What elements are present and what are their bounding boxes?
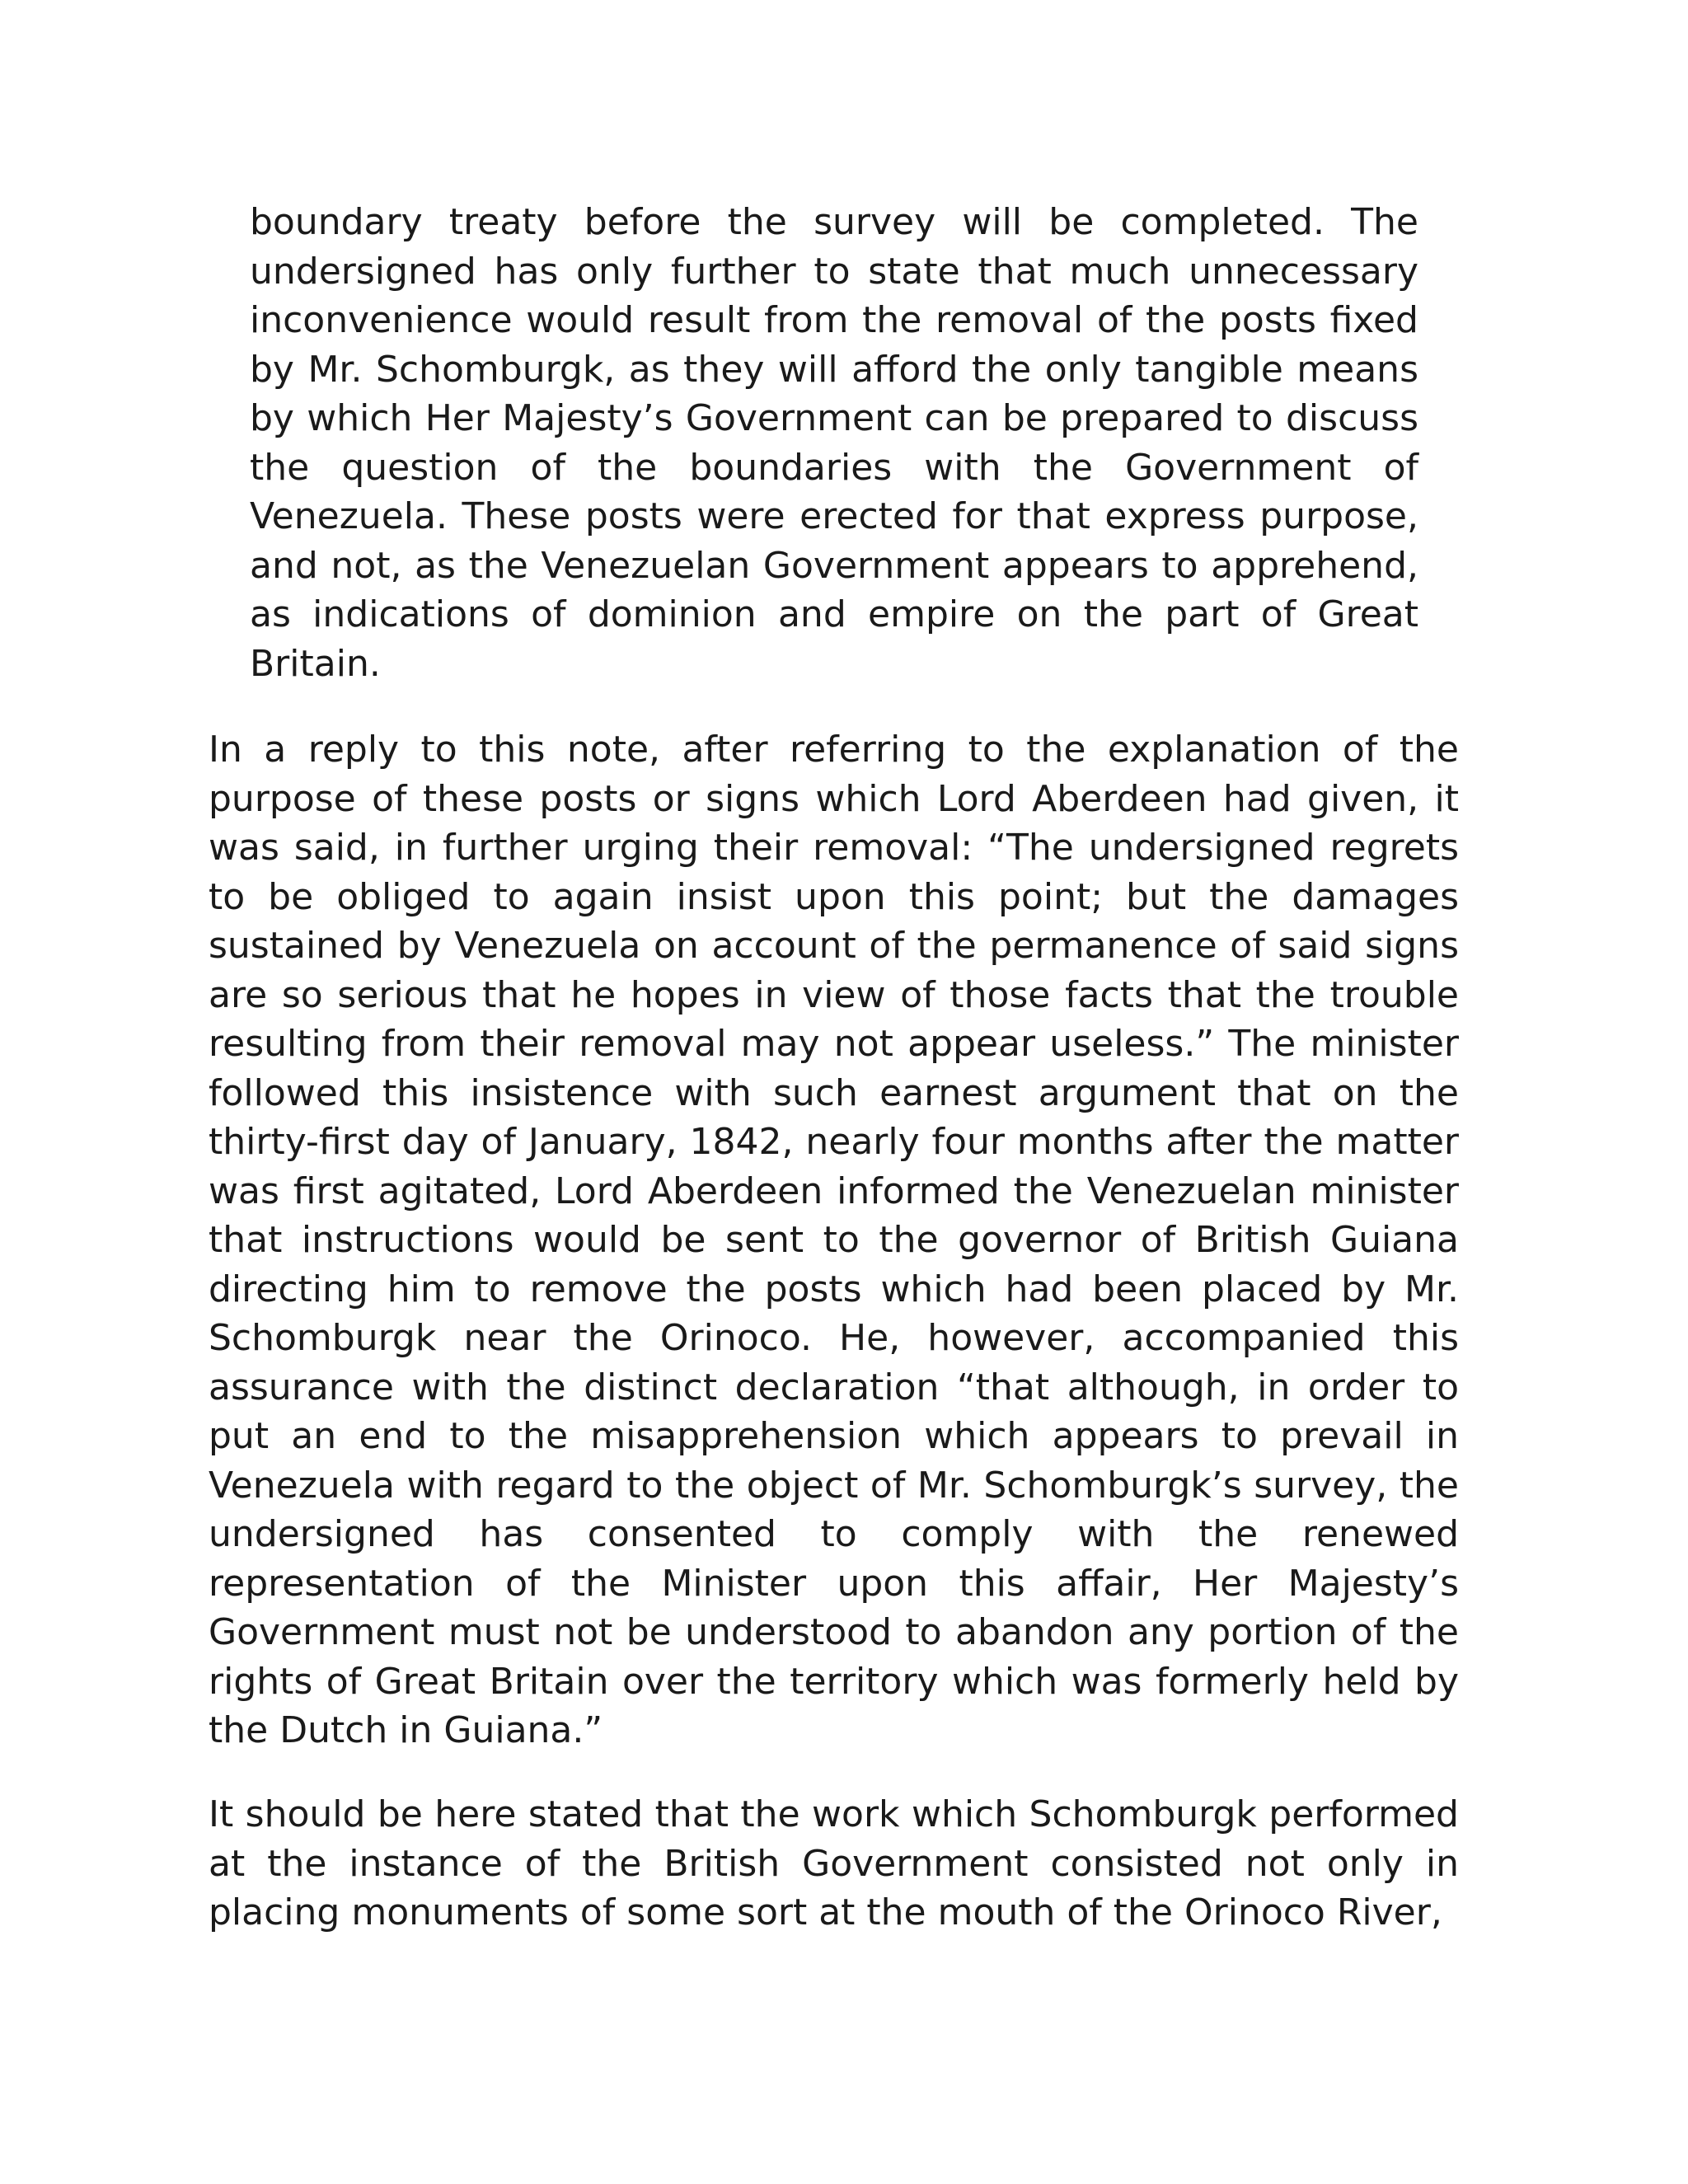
body-paragraph-reply: In a reply to this note, after referring to the explanation of the purpose of these posts or signs which Lord Aberdeen had given, it was said, in further urging their removal: “The undersigned regrets to be obliged to again insist upon this point; but the damages sustained by Venezuela on account of the permanence of said signs are so serious that he hopes in view of those facts that the trouble resulting from their removal may not appear useless.” The minister followed this insistence with such earnest argument that on the thirty-first day of January, 1842, nearly four months after the matter was first agitated, Lord Aberdeen informed the Venezuelan minister that instructions would be sent to the governor of British Guiana directing him to remove the posts which had been placed by Mr. Schomburgk near the Orinoco. He, however, accompanied this assurance with the distinct declaration “that although, in order to put an end to the misapprehension which appears to prevail in Venezuela with regard to the object of Mr. Schomburgk’s survey, the undersigned has consented to comply with the renewed representation of the Minister upon this affair, Her Majesty’s Government must not be understood to abandon any portion of the rights of Great Britain over the territory which was formerly held by the Dutch in Guiana.” xyxy=(209,729,1459,1751)
body-paragraph-schomburgk-work: It should be here stated that the work which Schomburgk performed at the instance of the British Government consisted not only in placing monuments of some sort at the mouth of the Orinoco River, xyxy=(209,1793,1459,1933)
quoted-letter-block: boundary treaty before the survey will be completed. The undersigned has only further to state that much unnecessary inconvenience would result from the removal of the posts fixed by Mr. Schomburgk, as they will afford the only tangible means by which Her Majesty’s Government can be prepared to discuss the question of the boundaries with the Government of Venezuela. These posts were erected for that express purpose, and not, as the Venezuelan Government appears to apprehend, as indications of dominion and empire on the part of Great Britain. xyxy=(250,201,1418,685)
